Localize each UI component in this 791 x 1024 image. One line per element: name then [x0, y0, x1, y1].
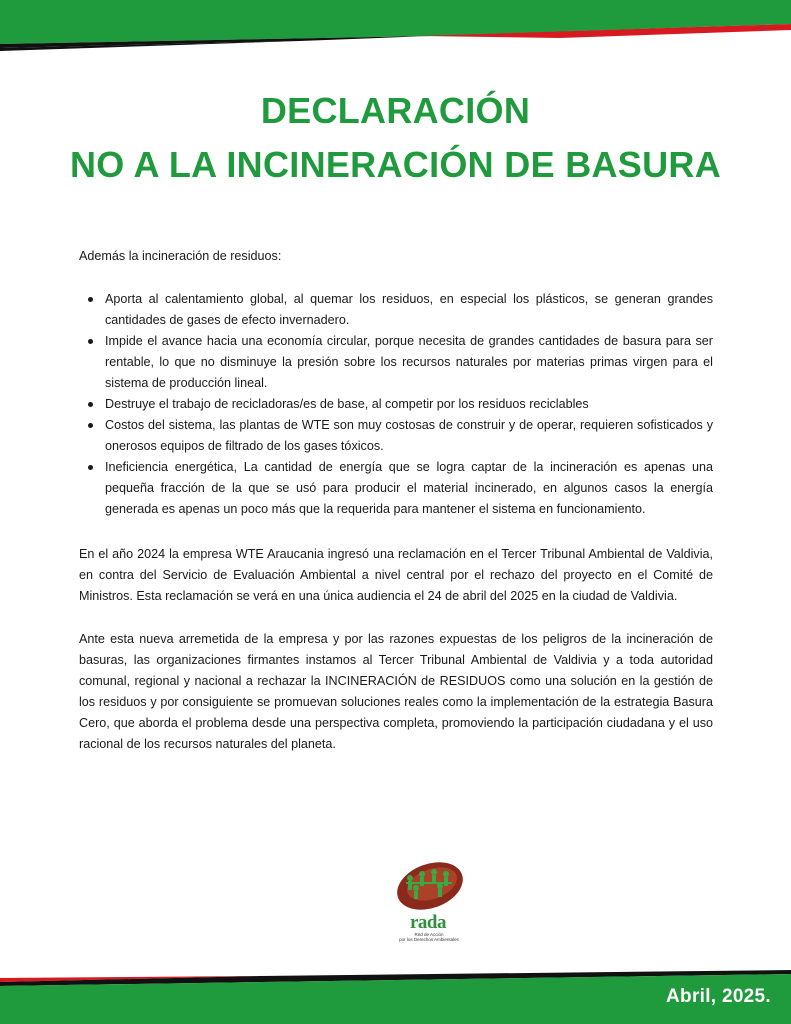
logo-caption-line-1: Red de Acción [414, 932, 444, 937]
list-item-text: Destruye el trabajo de recicladoras/es de base, al competir por los residuos reciclables [105, 397, 589, 411]
logo-wordmark: rada [410, 912, 446, 933]
footer-date: Abril, 2025. [666, 986, 771, 1007]
bullet-icon [88, 423, 93, 428]
intro-text: Además la incineración de residuos: [79, 249, 282, 263]
list-item [79, 289, 713, 331]
paragraph-demand: Ante esta nueva arremetida de la empresa y por las razones expuestas de los peligros de la incineración de basuras, las organizaciones firmantes instamos al Tercer Tribunal Ambiental de Valdivia y a toda autoridad comunal, regional y nacional a rechazar la INCINERACIÓN de RESIDUOS como una solución en la gestión de los residuos y por consiguiente se promuevan soluciones reales como la implementación de la estrategia Basura Cero, que aborda el problema desde una perspectiva completa, promoviendo la participación ciudadana y el uso racional de los recursos naturales del planeta. [79, 632, 713, 751]
paragraph-claim: En el año 2024 la empresa WTE Araucania ingresó una reclamación en el Tercer Tribunal Ambiental de Valdivia, en contra del Servicio de Evaluación Ambiental a nivel central por el rechazo del proyecto en el Comité de Ministros. Esta reclamación se verá en una única audiencia el 24 de abril del 2025 en la ciudad de Valdivia. [79, 547, 713, 603]
list-item [79, 415, 713, 457]
title-line-1: DECLARACIÓN [260, 90, 531, 131]
logo-caption-line-2: por los Derechos Ambientales [399, 937, 459, 942]
list-item-text: Aporta al calentamiento global, al quemar los residuos, en especial los plásticos, se generan grandes cantidades de gases de efecto invernadero. [105, 292, 713, 327]
bullet-icon [88, 297, 93, 302]
list-item-text: Costos del sistema, las plantas de WTE son muy costosas de construir y de operar, requieren sofisticados y onerosos equipos de filtrado de los gases tóxicos. [105, 418, 713, 453]
list-item-text: Impide el avance hacia una economía circular, porque necesita de grandes cantidades de basura para ser rentable, lo que no disminuye la presión sobre los recursos naturales por materias primas virgen para el sistema de producción lineal. [105, 334, 713, 390]
top-decorative-band [0, 0, 791, 60]
bullet-list [79, 289, 713, 520]
bullet-icon [88, 402, 93, 407]
declaration-body [79, 246, 713, 777]
list-item [79, 457, 713, 520]
list-item [79, 394, 713, 415]
bullet-icon [88, 339, 93, 344]
list-item [79, 331, 713, 394]
list-item-text: Ineficiencia energética, La cantidad de energía que se logra captar de la incineración es apenas una pequeña fracción de la que se usó para producir el material incinerado, en algunos casos la energía generada es apenas un poco más que la requerida para mantener el sistema en funcionamiento. [105, 460, 713, 516]
bullet-icon [88, 465, 93, 470]
page-title [0, 84, 791, 192]
logo-caption [396, 932, 462, 942]
title-line-2: NO A LA INCINERACIÓN DE BASURA [69, 144, 721, 185]
